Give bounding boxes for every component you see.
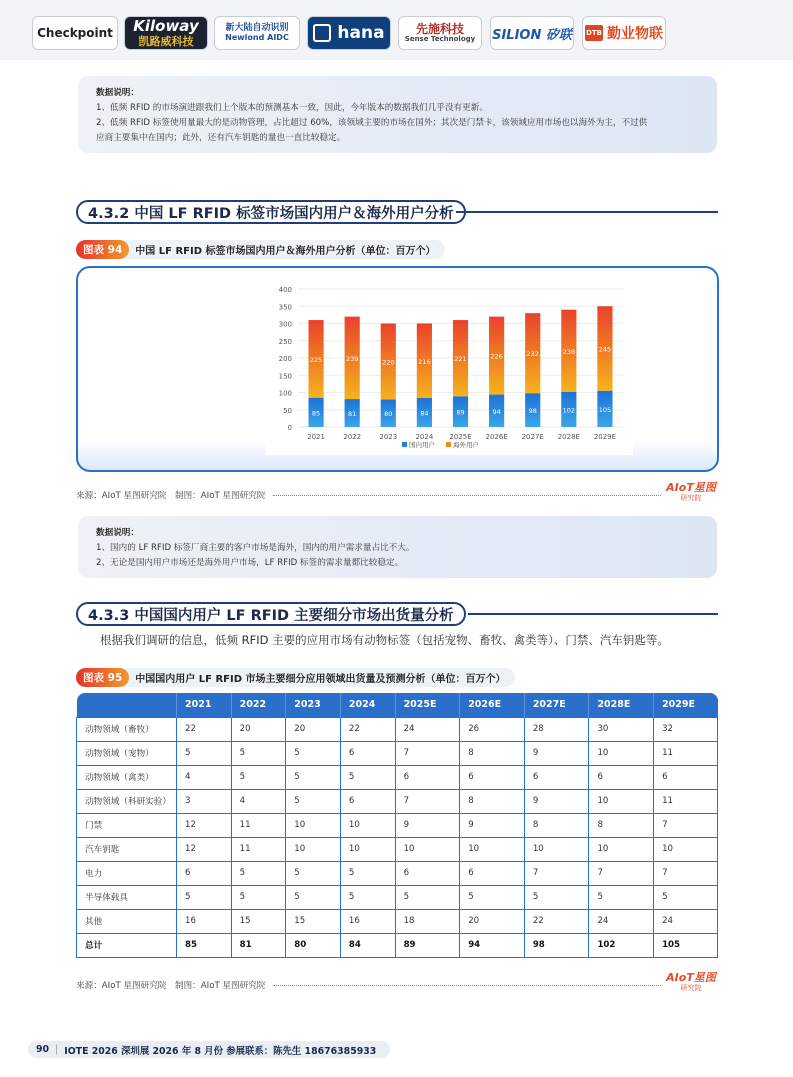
table-header-row: [77, 693, 718, 717]
table-cell: 9: [395, 813, 460, 837]
table-cell: 16: [340, 909, 395, 933]
table-cell: 20: [460, 909, 525, 933]
data-label-domestic: 81: [348, 410, 357, 419]
x-tick-label: 2021: [307, 433, 325, 441]
table-row-label: 总计: [77, 933, 177, 957]
table-cell: 5: [460, 885, 525, 909]
section-divider: [468, 613, 718, 615]
table-cell: 11: [654, 741, 718, 765]
table-cell: 6: [395, 861, 460, 885]
table-cell: 5: [177, 741, 232, 765]
shipment-table: [76, 693, 718, 958]
table-cell: 10: [589, 837, 654, 861]
table-row: [77, 741, 718, 765]
source-text: 来源：AIoT 星图研究院 制图：AIoT 星图研究院: [76, 981, 266, 991]
data-label-domestic: 102: [562, 406, 576, 415]
silion-logo: [490, 16, 574, 50]
table-cell: 15: [231, 909, 286, 933]
checkpoint-logo: [32, 16, 118, 50]
kiloway-logo-en: Kiloway: [133, 17, 199, 35]
table-cell: 5: [177, 885, 232, 909]
data-label-domestic: 84: [420, 409, 429, 418]
table-cell: 10: [395, 837, 460, 861]
table-cell: 6: [589, 765, 654, 789]
table-cell: 26: [460, 717, 525, 741]
table-cell: 8: [460, 741, 525, 765]
table-header-cell: 2029E: [654, 693, 718, 717]
aiot-brand-logo: [666, 482, 716, 508]
table-cell: 5: [231, 741, 286, 765]
table-cell: 5: [231, 885, 286, 909]
table-cell: 6: [524, 765, 589, 789]
x-tick-label: 2029E: [593, 433, 617, 441]
table-row-label: 其他: [77, 909, 177, 933]
data-label-overseas: 225: [309, 355, 323, 364]
newland-logo-cn: 新大陆自动识别: [225, 22, 289, 33]
table-cell: 5: [286, 789, 341, 813]
table-cell: 5: [286, 861, 341, 885]
table-row: [77, 885, 718, 909]
table-cell: 22: [340, 717, 395, 741]
dtb-logo-text: 勤业物联: [607, 26, 663, 42]
data-note-line: 2、低频 RFID 标签使用量最大的是动物管理，占比超过 60%，该领域主要的市场在国外；其次是门禁卡，该领域应用市场也以海外为主，不过供: [96, 118, 648, 129]
table-cell: 5: [231, 765, 286, 789]
table-cell: 6: [460, 765, 525, 789]
legend-swatch-overseas: [446, 442, 451, 447]
table-row-label: 半导体载具: [77, 885, 177, 909]
table-cell: 6: [395, 765, 460, 789]
table-cell: 15: [286, 909, 341, 933]
page-footer: [28, 1041, 390, 1058]
data-note-line: 1、低频 RFID 的市场演进跟我们上个版本的预测基本一致，因此，今年版本的数据我们几乎没有更新。: [96, 103, 488, 114]
table-cell: 7: [589, 861, 654, 885]
table-header-cell: 2025E: [395, 693, 460, 717]
section-heading-4-3-2: [76, 200, 466, 224]
table-cell: 5: [286, 765, 341, 789]
table-row: [77, 909, 718, 933]
table-header-cell: 2026E: [460, 693, 525, 717]
table-header-cell: [77, 693, 177, 717]
table-cell: 8: [589, 813, 654, 837]
table-cell: 32: [654, 717, 718, 741]
table-cell: 80: [286, 933, 341, 957]
brand-logo-sub: 研究院: [680, 984, 702, 992]
table-cell: 11: [231, 813, 286, 837]
data-label-overseas: 226: [490, 352, 503, 361]
table-cell: 7: [524, 861, 589, 885]
table-cell: 10: [460, 837, 525, 861]
table-cell: 5: [340, 765, 395, 789]
table-cell: 20: [286, 717, 341, 741]
newland-logo: [214, 16, 300, 50]
table-cell: 10: [286, 837, 341, 861]
table-cell: 10: [524, 837, 589, 861]
kiloway-logo: [124, 16, 208, 50]
table-row-label: 汽车钥匙: [77, 837, 177, 861]
data-note-line: 2、无论是国内用户市场还是海外用户市场，LF RFID 标签的需求量都比较稳定。: [96, 558, 404, 569]
table-cell: 9: [524, 789, 589, 813]
x-tick-label: 2027E: [521, 433, 544, 441]
table-cell: 10: [340, 813, 395, 837]
figure-94-title: [76, 240, 445, 259]
data-note-2: [78, 516, 717, 578]
table-header-cell: 2024: [340, 693, 395, 717]
table-cell: 5: [589, 885, 654, 909]
legend-swatch-domestic: [402, 442, 407, 447]
table-row: [77, 717, 718, 741]
table-row-label: 动物领域（畜牧）: [77, 717, 177, 741]
table-header-cell: 2022: [231, 693, 286, 717]
table-header-cell: 2028E: [589, 693, 654, 717]
data-label-overseas: 239: [345, 354, 359, 363]
hana-logo-mark-icon: [313, 24, 331, 42]
data-label-domestic: 94: [492, 407, 501, 416]
table-cell: 16: [177, 909, 232, 933]
figure-95-source: [76, 979, 719, 991]
y-tick-label: 200: [278, 355, 292, 363]
data-note-line: 1、国内的 LF RFID 标签厂商主要的客户市场是海外，国内的用户需求量占比不大。: [96, 543, 415, 554]
table-cell: 18: [395, 909, 460, 933]
table-cell: 20: [231, 717, 286, 741]
table-cell: 4: [177, 765, 232, 789]
table-cell: 5: [286, 885, 341, 909]
table-cell: 6: [340, 789, 395, 813]
table-cell: 5: [654, 885, 718, 909]
y-tick-label: 0: [287, 424, 292, 432]
table-cell: 5: [231, 861, 286, 885]
table-header-cell: 2027E: [524, 693, 589, 717]
checkpoint-logo-text: Checkpoint: [37, 26, 113, 40]
newland-logo-en: Newlond AIDC: [225, 32, 289, 42]
table-cell: 9: [460, 813, 525, 837]
data-label-domestic: 80: [384, 410, 393, 419]
table-body: [77, 717, 718, 957]
sense-logo: [398, 16, 482, 50]
table-row-label: 动物领域（科研实验）: [77, 789, 177, 813]
table-cell: 22: [524, 909, 589, 933]
table-cell: 10: [589, 741, 654, 765]
kiloway-logo-cn: 凯路威科技: [138, 35, 194, 48]
sense-logo-en: Sense Technology: [404, 34, 476, 43]
x-tick-label: 2023: [379, 433, 398, 441]
table-header-cell: 2021: [177, 693, 232, 717]
data-label-overseas: 232: [526, 350, 539, 359]
table-cell: 10: [340, 837, 395, 861]
y-tick-label: 350: [278, 303, 292, 312]
table-cell: 5: [340, 861, 395, 885]
table-cell: 7: [654, 861, 718, 885]
table-row: [77, 765, 718, 789]
table-cell: 12: [177, 813, 232, 837]
table-cell: 24: [654, 909, 718, 933]
footer-separator: |: [55, 1044, 59, 1055]
table-cell: 89: [395, 933, 460, 957]
table-cell: 24: [395, 717, 460, 741]
table-cell: 6: [177, 861, 232, 885]
source-dotted-leader: [273, 985, 661, 986]
table-cell: 22: [177, 717, 232, 741]
table-cell: 11: [231, 837, 286, 861]
table-cell: 94: [460, 933, 525, 957]
y-tick-label: 400: [278, 286, 292, 294]
section-heading-text: 4.3.3 中国国内用户 LF RFID 主要细分市场出货量分析: [88, 607, 454, 624]
section-heading-4-3-3: [76, 602, 466, 626]
table-row: [77, 837, 718, 861]
data-label-domestic: 89: [456, 408, 465, 417]
table-row: [77, 861, 718, 885]
body-paragraph: 根据我们调研的信息，低频 RFID 主要的应用市场有动物标签（包括宠物、畜牧、禽类等）、门禁、汽车钥匙等。: [100, 633, 669, 647]
table-cell: 5: [524, 885, 589, 909]
data-label-domestic: 105: [598, 405, 612, 414]
data-label-overseas: 221: [454, 355, 467, 364]
hana-logo-text: hana: [337, 23, 385, 43]
data-note-line: 应商主要集中在国内；此外，还有汽车钥匙的量也一直比较稳定。: [96, 133, 346, 144]
table-cell: 102: [589, 933, 654, 957]
source-text: 来源：AIoT 星图研究院 制图：AIoT 星图研究院: [76, 491, 266, 501]
dtb-logo: [582, 16, 666, 50]
source-dotted-leader: [273, 495, 661, 496]
table-row-label: 门禁: [77, 813, 177, 837]
table-cell: 28: [524, 717, 589, 741]
section-heading-text: 4.3.2 中国 LF RFID 标签市场国内用户＆海外用户分析: [88, 205, 454, 222]
data-label-overseas: 238: [562, 347, 576, 356]
table-cell: 6: [654, 765, 718, 789]
table-cell: 11: [654, 789, 718, 813]
table-cell: 10: [589, 789, 654, 813]
table-cell: 10: [286, 813, 341, 837]
silion-logo-text: SILION 矽联: [492, 27, 572, 43]
figure-94-source: [76, 489, 719, 501]
data-label-overseas: 245: [598, 345, 612, 354]
table-cell: 6: [340, 741, 395, 765]
x-tick-label: 2028E: [557, 433, 580, 441]
legend-label-overseas: 海外用户: [453, 441, 479, 449]
footer-contact-text: IOTE 2026 深圳展 2026 年 8 月份 参展联系：陈先生 18676385933: [64, 1045, 377, 1057]
figure-94-caption: 中国 LF RFID 标签市场国内用户＆海外用户分析（单位：百万个）: [135, 246, 436, 257]
figure-95-badge: 图表 95: [76, 668, 129, 687]
figure-95-caption: 中国国内用户 LF RFID 市场主要细分应用领域出货量及预测分析（单位：百万个）: [135, 674, 506, 685]
table-cell: 5: [340, 885, 395, 909]
table-cell: 105: [654, 933, 718, 957]
y-tick-label: 100: [278, 389, 292, 398]
table-row-label: 动物领域（禽类）: [77, 765, 177, 789]
table-header-cell: 2023: [286, 693, 341, 717]
table-cell: 98: [524, 933, 589, 957]
sponsor-logo-bar: [0, 0, 793, 60]
table-cell: 12: [177, 837, 232, 861]
table-cell: 7: [654, 813, 718, 837]
table-cell: 7: [395, 741, 460, 765]
table-cell: 5: [395, 885, 460, 909]
y-tick-label: 50: [283, 406, 292, 415]
data-note-title: 数据说明：: [96, 528, 139, 538]
data-label-domestic: 98: [528, 407, 537, 416]
table-cell: 8: [460, 789, 525, 813]
table-cell: 6: [460, 861, 525, 885]
hana-logo: [307, 16, 391, 50]
table-cell: 85: [177, 933, 232, 957]
table-row-label: 动物领域（宠物）: [77, 741, 177, 765]
table-cell: 7: [395, 789, 460, 813]
figure-95-title: [76, 668, 515, 687]
dtb-logo-badge: DTB: [585, 25, 603, 41]
x-tick-label: 2026E: [485, 433, 508, 441]
legend-label-domestic: 国内用户: [409, 441, 435, 449]
table-row: [77, 813, 718, 837]
x-tick-label: 2025E: [449, 433, 472, 441]
section-divider: [456, 211, 718, 213]
table-cell: 5: [286, 741, 341, 765]
table-cell: 24: [589, 909, 654, 933]
y-tick-label: 300: [278, 320, 292, 329]
chart-frame: [76, 266, 719, 472]
table-cell: 3: [177, 789, 232, 813]
page-number: 90: [36, 1044, 50, 1055]
y-tick-label: 150: [278, 372, 292, 381]
data-note-title: 数据说明：: [96, 88, 139, 98]
table-cell: 8: [524, 813, 589, 837]
brand-logo-name: AIoT星图: [666, 481, 716, 494]
table-cell: 30: [589, 717, 654, 741]
y-tick-label: 250: [278, 337, 292, 346]
table-row: [77, 789, 718, 813]
table-row-label: 电力: [77, 861, 177, 885]
x-tick-label: 2022: [343, 433, 362, 441]
chart-plot-area: [266, 277, 633, 455]
x-tick-label: 2024: [415, 433, 434, 441]
stacked-bar-chart: [266, 277, 633, 455]
table-cell: 10: [654, 837, 718, 861]
table-cell: 9: [524, 741, 589, 765]
data-note-1: [78, 76, 717, 153]
aiot-brand-logo: [666, 972, 716, 998]
table-cell: 4: [231, 789, 286, 813]
table-cell: 84: [340, 933, 395, 957]
data-label-overseas: 220: [382, 358, 395, 367]
data-label-overseas: 216: [418, 357, 431, 366]
brand-logo-sub: 研究院: [680, 494, 702, 502]
brand-logo-name: AIoT星图: [666, 971, 716, 984]
data-label-domestic: 85: [311, 409, 321, 418]
figure-94-badge: 图表 94: [76, 240, 129, 259]
table-cell: 81: [231, 933, 286, 957]
table-row: [77, 933, 718, 957]
sense-logo-cn: 先施科技: [415, 21, 464, 36]
